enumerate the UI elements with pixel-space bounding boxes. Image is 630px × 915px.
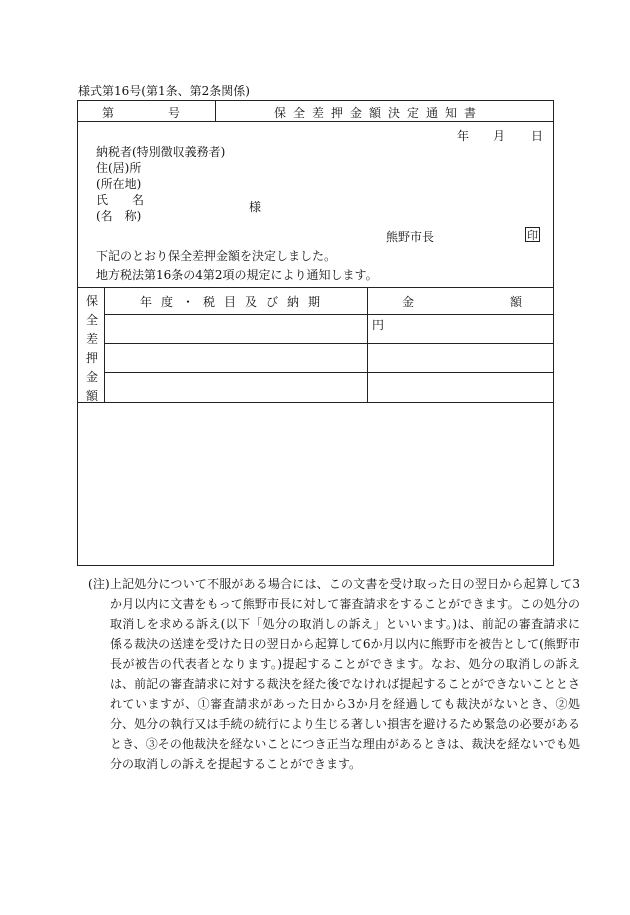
column-header-period: 年度・税目及び納期 (140, 295, 330, 309)
location-label: (所在地) (96, 177, 142, 191)
issuer-name: 熊野市長 (386, 230, 435, 244)
address-label: 住(居)所 (96, 161, 142, 175)
table-side-divider (104, 287, 105, 402)
date-day: 日 (531, 129, 544, 143)
document-number-prefix: 第 (102, 106, 115, 120)
notice-frame (77, 100, 554, 566)
table-row-amount: 円 (372, 318, 385, 332)
name-label: 氏 名 (96, 193, 145, 207)
document-title: 保全差押金額決定通知書 (274, 106, 484, 120)
honorific: 様 (249, 200, 262, 214)
header-column-divider (215, 100, 216, 121)
table-side-label: 保 全 差 押 金 額 (85, 294, 98, 403)
date-year: 年 (457, 129, 470, 143)
decision-text: 下記のとおり保全差押金額を決定しました。 (96, 249, 337, 263)
table-bottom-border (77, 402, 554, 403)
column-header-amount-left: 金 (402, 295, 415, 309)
table-header-divider (104, 314, 554, 315)
appeal-note: (注)上記処分について不服がある場合には、この文書を受け取った日の翌日から起算して3か月以内に文書をもって熊野市長に対して審査請求をすることができます。この処分の取消しを求める訴え(以下「処分の取消しの訴え」といいます。)は、前記の審査請求に係る裁決の送達を受けた日の翌日から起算して6か月以内に熊野市を被告として(熊野市長が被告の代表者となります。)提起することができます。なお、処分の取消しの訴えは、前記の審査請求に対する裁決を経た後でなければ提起することができないこととされていますが、①審査請求があった日から3か月を経過しても裁決がないとき、②処分、処分の執行又は手続の続行により生じる著しい損害を避けるため緊急の必要があるとき、③その他裁決を経ないことにつき正当な理由があるときは、裁決を経ないでも処分の取消しの訴えを提起することができます。 (88, 577, 580, 771)
table-top-border (77, 287, 554, 288)
column-header-amount-right: 額 (510, 295, 523, 309)
seal-mark: 印 (527, 229, 538, 242)
header-divider (77, 121, 554, 122)
table-column-divider (367, 287, 368, 402)
table-row-divider (104, 343, 554, 344)
form-number-label: 様式第16号(第1条、第2条関係) (78, 84, 250, 98)
document-number-suffix: 号 (168, 106, 181, 120)
taxpayer-label: 納税者(特別徴収義務者) (96, 145, 226, 159)
date-month: 月 (493, 129, 506, 143)
table-row-divider (104, 372, 554, 373)
org-name-label: (名 称) (96, 209, 142, 223)
legal-basis-text: 地方税法第16条の4第2項の規定により通知します。 (96, 268, 378, 282)
